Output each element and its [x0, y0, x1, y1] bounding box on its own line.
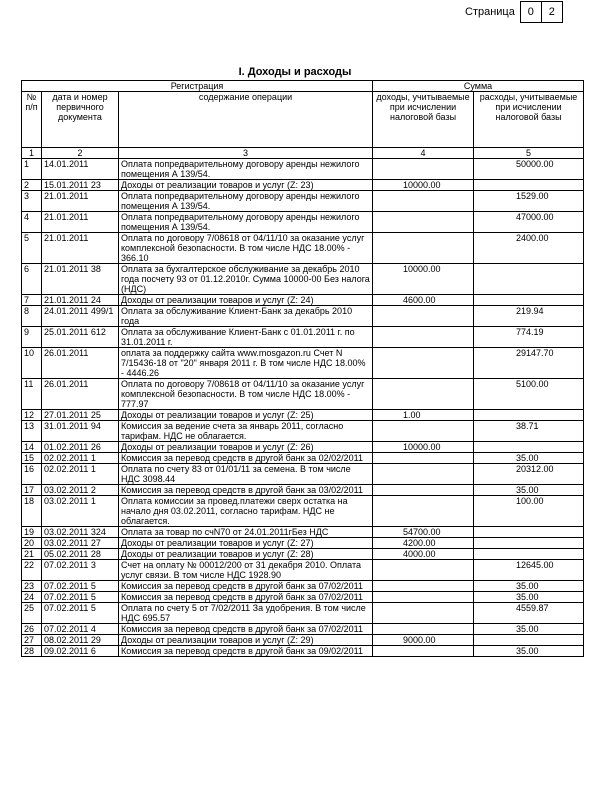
- row-number: 24: [22, 592, 42, 603]
- row-date: 26.01.2011: [42, 348, 119, 379]
- row-description: Оплата по счету 83 от 01/01/11 за семена. В том числе НДС 3098.44: [119, 464, 373, 485]
- row-description: Комиссия за перевод средств в другой банк за 07/02/2011: [119, 592, 373, 603]
- row-date: 01.02.2011 26: [42, 442, 119, 453]
- table-row: [22, 646, 584, 657]
- row-expense: 50000.00: [474, 159, 584, 180]
- ledger-table: [21, 80, 584, 657]
- col-index: 2: [42, 148, 119, 159]
- row-expense: 47000.00: [474, 212, 584, 233]
- row-date: 21.01.2011 38: [42, 264, 119, 295]
- table-row: [22, 233, 584, 264]
- row-expense: 2400.00: [474, 233, 584, 264]
- row-number: 14: [22, 442, 42, 453]
- row-date: 31.01.2011 94: [42, 421, 119, 442]
- row-number: 7: [22, 295, 42, 306]
- row-expense: [474, 264, 584, 295]
- row-date: 02.02.2011 1: [42, 453, 119, 464]
- col-index: 4: [373, 148, 474, 159]
- row-income: 10000.00: [373, 264, 474, 295]
- row-number: 22: [22, 560, 42, 581]
- row-expense: 4559.87: [474, 603, 584, 624]
- row-date: 07.02.2011 3: [42, 560, 119, 581]
- row-income: [373, 581, 474, 592]
- row-date: 25.01.2011 612: [42, 327, 119, 348]
- row-description: Комиссия за перевод средств в другой банк за 03/02/2011: [119, 485, 373, 496]
- row-income: 4000.00: [373, 549, 474, 560]
- table-row: [22, 442, 584, 453]
- row-income: [373, 560, 474, 581]
- row-description: Оплата по договору 7/08618 от 04/11/10 за оказание услуг комплексной безопасности. В том числе НДС 18.00% - 366.10: [119, 233, 373, 264]
- row-expense: 35.00: [474, 646, 584, 657]
- row-income: [373, 191, 474, 212]
- row-expense: [474, 538, 584, 549]
- row-expense: 35.00: [474, 485, 584, 496]
- col-date-header: дата и номер первичного документа: [42, 92, 119, 148]
- table-row: [22, 410, 584, 421]
- row-expense: 35.00: [474, 453, 584, 464]
- row-income: [373, 464, 474, 485]
- row-description: Оплата за товар по счN70 от 24.01.2011гБез НДС: [119, 527, 373, 538]
- row-income: [373, 212, 474, 233]
- row-income: [373, 646, 474, 657]
- table-row: [22, 538, 584, 549]
- row-number: 26: [22, 624, 42, 635]
- row-expense: 12645.00: [474, 560, 584, 581]
- col-income-header: доходы, учитываемые при исчислении налоговой базы: [373, 92, 474, 148]
- row-number: 23: [22, 581, 42, 592]
- row-description: Доходы от реализации товаров и услуг (Z: 26): [119, 442, 373, 453]
- row-number: 3: [22, 191, 42, 212]
- row-date: 03.02.2011 324: [42, 527, 119, 538]
- row-date: 07.02.2011 5: [42, 603, 119, 624]
- row-expense: 35.00: [474, 624, 584, 635]
- row-description: Доходы от реализации товаров и услуг (Z: 28): [119, 549, 373, 560]
- row-expense: [474, 442, 584, 453]
- table-row: [22, 549, 584, 560]
- table-row: [22, 421, 584, 442]
- row-income: 54700.00: [373, 527, 474, 538]
- row-number: 21: [22, 549, 42, 560]
- row-description: Доходы от реализации товаров и услуг (Z: 27): [119, 538, 373, 549]
- row-description: Оплата попредварительному договору аренды нежилого помещения А 139/54.: [119, 212, 373, 233]
- row-expense: [474, 527, 584, 538]
- row-date: 21.01.2011: [42, 233, 119, 264]
- table-row: [22, 327, 584, 348]
- row-date: 03.02.2011 1: [42, 496, 119, 527]
- row-description: Комиссия за перевод средств в другой банк за 09/02/2011: [119, 646, 373, 657]
- section-title: I. Доходы и расходы: [238, 66, 352, 78]
- row-number: 12: [22, 410, 42, 421]
- table-row: [22, 191, 584, 212]
- table-row: [22, 264, 584, 295]
- row-description: Оплата по договору 7/08618 от 04/11/10 за оказание услуг комплексной безопасности. В том числе НДС 18.00% - 777.97: [119, 379, 373, 410]
- row-date: 21.01.2011: [42, 191, 119, 212]
- row-number: 10: [22, 348, 42, 379]
- col-index: 1: [22, 148, 42, 159]
- sum-header: Сумма: [373, 81, 584, 92]
- row-date: 15.01.2011 23: [42, 180, 119, 191]
- row-income: 1.00: [373, 410, 474, 421]
- row-income: [373, 233, 474, 264]
- table-row: [22, 581, 584, 592]
- row-income: [373, 624, 474, 635]
- row-expense: 35.00: [474, 592, 584, 603]
- row-number: 19: [22, 527, 42, 538]
- row-expense: [474, 180, 584, 191]
- row-date: 02.02.2011 1: [42, 464, 119, 485]
- table-row: [22, 603, 584, 624]
- row-number: 18: [22, 496, 42, 527]
- row-description: Оплата по счету 5 от 7/02/2011 За удобрения. В том числе НДС 695.57: [119, 603, 373, 624]
- table-row: [22, 180, 584, 191]
- row-number: 16: [22, 464, 42, 485]
- ledger-body: [22, 159, 584, 657]
- row-income: [373, 421, 474, 442]
- row-date: 03.02.2011 27: [42, 538, 119, 549]
- page-digit: 2: [541, 1, 563, 23]
- table-row: [22, 453, 584, 464]
- row-income: [373, 327, 474, 348]
- table-row: [22, 485, 584, 496]
- row-number: 27: [22, 635, 42, 646]
- row-number: 2: [22, 180, 42, 191]
- row-income: 4200.00: [373, 538, 474, 549]
- row-description: Оплата попредварительному договору аренды нежилого помещения А 139/54.: [119, 159, 373, 180]
- row-description: Оплата комиссии за провед.платежи сверх остатка на начало дня 03.02.2011, согласно тарифам. НДС не облагается.: [119, 496, 373, 527]
- row-expense: [474, 295, 584, 306]
- table-row: [22, 464, 584, 485]
- row-income: 10000.00: [373, 442, 474, 453]
- row-date: 21.01.2011 24: [42, 295, 119, 306]
- page-label: Страница: [465, 6, 515, 18]
- row-income: [373, 603, 474, 624]
- row-income: [373, 159, 474, 180]
- row-number: 11: [22, 379, 42, 410]
- row-expense: [474, 410, 584, 421]
- row-expense: [474, 549, 584, 560]
- row-income: [373, 306, 474, 327]
- row-income: [373, 348, 474, 379]
- row-expense: 100.00: [474, 496, 584, 527]
- row-description: оплата за поддержку сайта www.mosgazon.ru Счет N 7/15436-18 от "20" января 2011 г. В том числе НДС 18.00% - 4446.26: [119, 348, 373, 379]
- table-row: [22, 560, 584, 581]
- table-row: [22, 348, 584, 379]
- row-expense: 35.00: [474, 581, 584, 592]
- col-content-header: содержание операции: [119, 92, 373, 148]
- table-row: [22, 306, 584, 327]
- table-row: [22, 527, 584, 538]
- row-date: 07.02.2011 5: [42, 592, 119, 603]
- row-description: Комиссия за перевод средств в другой банк за 07/02/2011: [119, 624, 373, 635]
- row-date: 07.02.2011 4: [42, 624, 119, 635]
- row-income: [373, 379, 474, 410]
- row-expense: 774.19: [474, 327, 584, 348]
- row-number: 13: [22, 421, 42, 442]
- row-date: 14.01.2011: [42, 159, 119, 180]
- table-row: [22, 212, 584, 233]
- row-expense: 5100.00: [474, 379, 584, 410]
- row-number: 20: [22, 538, 42, 549]
- row-description: Оплата за обслуживание Клиент-Банк с 01.01.2011 г. по 31.01.2011 г.: [119, 327, 373, 348]
- registration-header: Регистрация: [22, 81, 373, 92]
- row-date: 03.02.2011 2: [42, 485, 119, 496]
- row-description: Оплата попредварительному договору аренды нежилого помещения А 139/54.: [119, 191, 373, 212]
- row-number: 17: [22, 485, 42, 496]
- table-row: [22, 379, 584, 410]
- row-income: 9000.00: [373, 635, 474, 646]
- row-description: Доходы от реализации товаров и услуг (Z: 25): [119, 410, 373, 421]
- page-number-box: [465, 1, 563, 23]
- row-description: Доходы от реализации товаров и услуг (Z: 23): [119, 180, 373, 191]
- row-expense: 29147.70: [474, 348, 584, 379]
- row-date: 24.01.2011 499/1: [42, 306, 119, 327]
- row-income: 10000.00: [373, 180, 474, 191]
- row-expense: [474, 635, 584, 646]
- row-number: 9: [22, 327, 42, 348]
- row-date: 27.01.2011 25: [42, 410, 119, 421]
- row-number: 5: [22, 233, 42, 264]
- table-row: [22, 159, 584, 180]
- row-date: 09.02.2011 6: [42, 646, 119, 657]
- row-description: Оплата за бухгалтерское обслуживание за декабрь 2010 года посчету 93 от 01.12.2010г. Сумма 10000-00 Без налога (НДС): [119, 264, 373, 295]
- row-number: 25: [22, 603, 42, 624]
- col-expense-header: расходы, учитываемые при исчислении налоговой базы: [474, 92, 584, 148]
- col-index: 5: [474, 148, 584, 159]
- col-index: 3: [119, 148, 373, 159]
- row-date: 26.01.2011: [42, 379, 119, 410]
- row-income: [373, 592, 474, 603]
- table-row: [22, 496, 584, 527]
- row-description: Комиссия за перевод средств в другой банк за 07/02/2011: [119, 581, 373, 592]
- row-expense: 38.71: [474, 421, 584, 442]
- row-expense: 219.94: [474, 306, 584, 327]
- row-income: [373, 453, 474, 464]
- row-date: 21.01.2011: [42, 212, 119, 233]
- row-number: 6: [22, 264, 42, 295]
- row-description: Комиссия за перевод средств в другой банк за 02/02/2011: [119, 453, 373, 464]
- row-description: Доходы от реализации товаров и услуг (Z: 29): [119, 635, 373, 646]
- row-number: 4: [22, 212, 42, 233]
- row-income: [373, 496, 474, 527]
- col-num-header: № п/п: [22, 92, 42, 148]
- table-row: [22, 624, 584, 635]
- row-number: 1: [22, 159, 42, 180]
- row-expense: 1529.00: [474, 191, 584, 212]
- row-description: Оплата за обслуживание Клиент-Банк за декабрь 2010 года: [119, 306, 373, 327]
- row-number: 15: [22, 453, 42, 464]
- row-date: 08.02.2011 29: [42, 635, 119, 646]
- row-description: Доходы от реализации товаров и услуг (Z: 24): [119, 295, 373, 306]
- row-expense: 20312.00: [474, 464, 584, 485]
- row-income: [373, 485, 474, 496]
- row-number: 8: [22, 306, 42, 327]
- row-date: 07.02.2011 5: [42, 581, 119, 592]
- table-row: [22, 635, 584, 646]
- page-digit: 0: [520, 1, 542, 23]
- table-row: [22, 295, 584, 306]
- row-date: 05.02.2011 28: [42, 549, 119, 560]
- table-row: [22, 592, 584, 603]
- row-number: 28: [22, 646, 42, 657]
- row-description: Счет на оплату № 00012/200 от 31 декабря 2010. Оплата услуг связи. В том числе НДС 1928.90: [119, 560, 373, 581]
- row-description: Комиссия за ведение счета за январь 2011, согласно тарифам. НДС не облагается.: [119, 421, 373, 442]
- row-income: 4600.00: [373, 295, 474, 306]
